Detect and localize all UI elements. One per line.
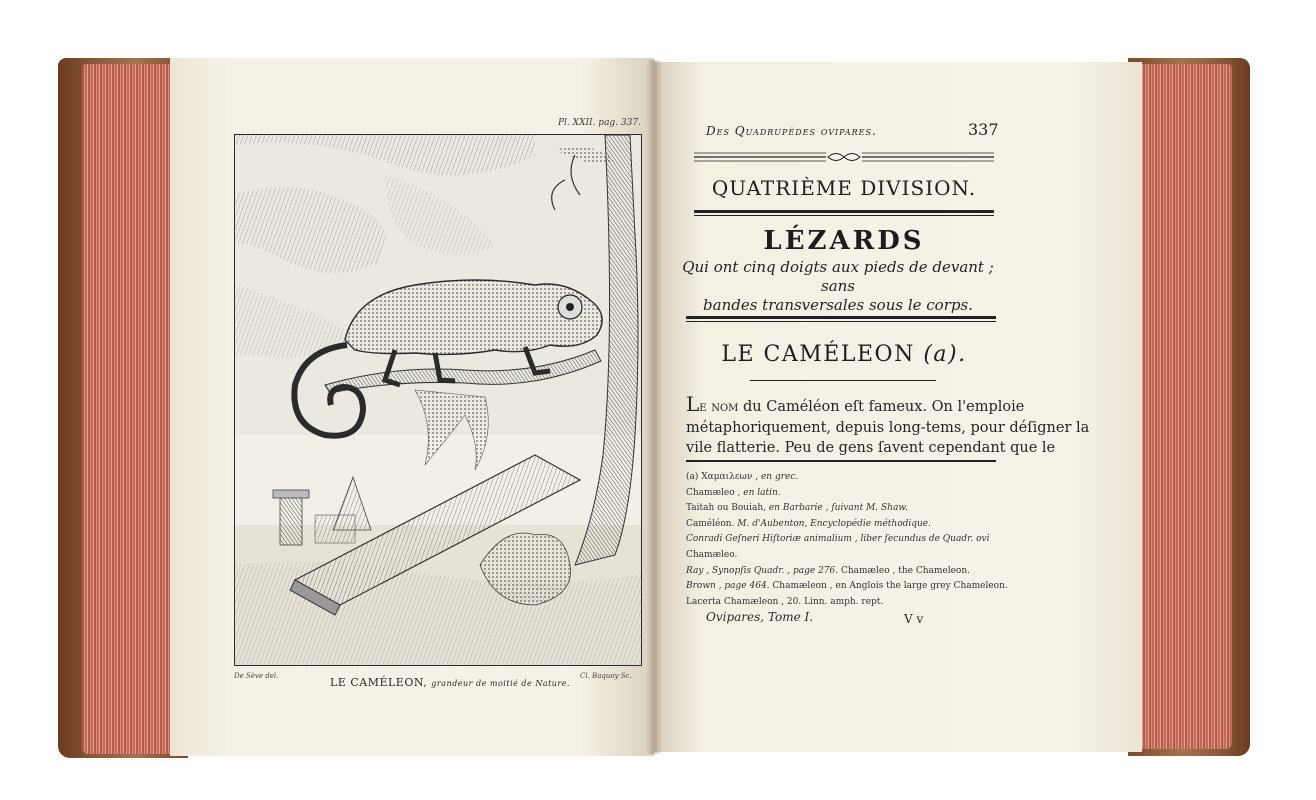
footnote-2-b: en latin.: [740, 487, 781, 498]
article-title-text: LE CAMÉLEON: [721, 342, 915, 367]
plate-reference: Pl. XXII. pag. 337.: [558, 118, 641, 128]
engraver-credit-left: De Sève del.: [234, 672, 279, 680]
footnote-9: Lacerta Chamæleon , 20. Linn. amph. rept.: [686, 596, 884, 607]
plate-caption-sub: grandeur de moitié de Nature.: [431, 679, 571, 688]
body-line-3: vile flatterie. Peu de gens ſavent cependant que le: [686, 440, 1056, 456]
engraving-illustration: [235, 135, 641, 665]
body-line-1-smallcaps: e nom: [699, 399, 739, 415]
footnote-4-a: Caméléon.: [686, 518, 735, 529]
section-subtitle-line-1: Qui ont cinq doigts aux pieds de devant ; sans: [682, 258, 994, 295]
plate-caption-main: LE CAMÉLEON,: [330, 676, 428, 689]
footnote-7-b: Chamæleo , the Chameleon.: [838, 565, 971, 576]
footnotes: [686, 470, 1008, 610]
footnote-8: [686, 579, 1008, 595]
article-body: [686, 392, 1090, 459]
rule-section: [686, 316, 996, 319]
body-line-1-rest: du Caméléon eſt fameux. On l'emploie: [738, 399, 1025, 415]
article-note-ref: (a).: [923, 342, 967, 367]
rule-section-thin: [686, 321, 996, 322]
engraver-credit-right: Cl. Baquoy Sc.: [580, 672, 632, 680]
rule-article: [750, 380, 936, 381]
footnote-8-a: Brown , page 464.: [686, 581, 770, 592]
footnote-5: Conradi Geſneri Hiſtoriæ animalium , liber ſecundus de Quadr. ovi: [686, 534, 990, 545]
section-subtitle: [676, 258, 1000, 315]
chameleon-engraving: [234, 134, 642, 666]
footnote-7-a: Ray , Synopſis Quadr. , page 276.: [686, 565, 839, 576]
footnote-2-a: Chamæleo ,: [686, 487, 741, 498]
section-subtitle-line-2: bandes transversales sous le corps.: [703, 296, 973, 314]
signature-line: Ovipares, Tome I.: [706, 610, 814, 624]
rule-division: [694, 210, 994, 213]
rule-notes: [686, 460, 996, 462]
footnote-3-b: en Barbarie , ſuivant M. Shaw.: [766, 503, 908, 514]
division-heading: QUATRIÈME DIVISION.: [711, 176, 977, 200]
signature-mark: V v: [904, 612, 924, 626]
footnote-8-b: Chamæleon , en Anglois the large grey Chameleon.: [769, 581, 1008, 592]
book-gutter: [646, 60, 662, 754]
running-head: Des Quadrupèdes ovipares.: [706, 124, 877, 138]
drop-cap: L: [686, 392, 700, 416]
left-page-edges: [82, 64, 174, 754]
footnote-1-a: (a) Χαμαιλεων ,: [686, 472, 759, 482]
footnote-6: Chamæleo.: [686, 549, 738, 560]
footnote-3: [686, 501, 996, 517]
footnote-1: [686, 470, 996, 486]
rule-division-thin: [694, 215, 994, 216]
right-page-edges: [1140, 64, 1232, 749]
ornamental-rule: [694, 150, 994, 164]
plate-caption: [330, 676, 570, 689]
body-line-2: métaphoriquement, depuis long-tems, pour déſigner la: [686, 419, 1090, 436]
footnote-4-b: M. d'Aubenton, Encyclopédie méthodique.: [734, 518, 931, 529]
footnote-3-a: Taitah ou Bouiah,: [686, 503, 766, 514]
footnote-4: [686, 517, 996, 533]
section-title: LÉZARDS: [763, 226, 925, 256]
article-title: [694, 342, 994, 367]
footnote-7: [686, 564, 996, 580]
footnote-1-b: en grec.: [758, 472, 799, 482]
footnote-2: [686, 486, 996, 502]
body-line-1: [686, 392, 1025, 418]
page-number: 337: [968, 120, 999, 139]
